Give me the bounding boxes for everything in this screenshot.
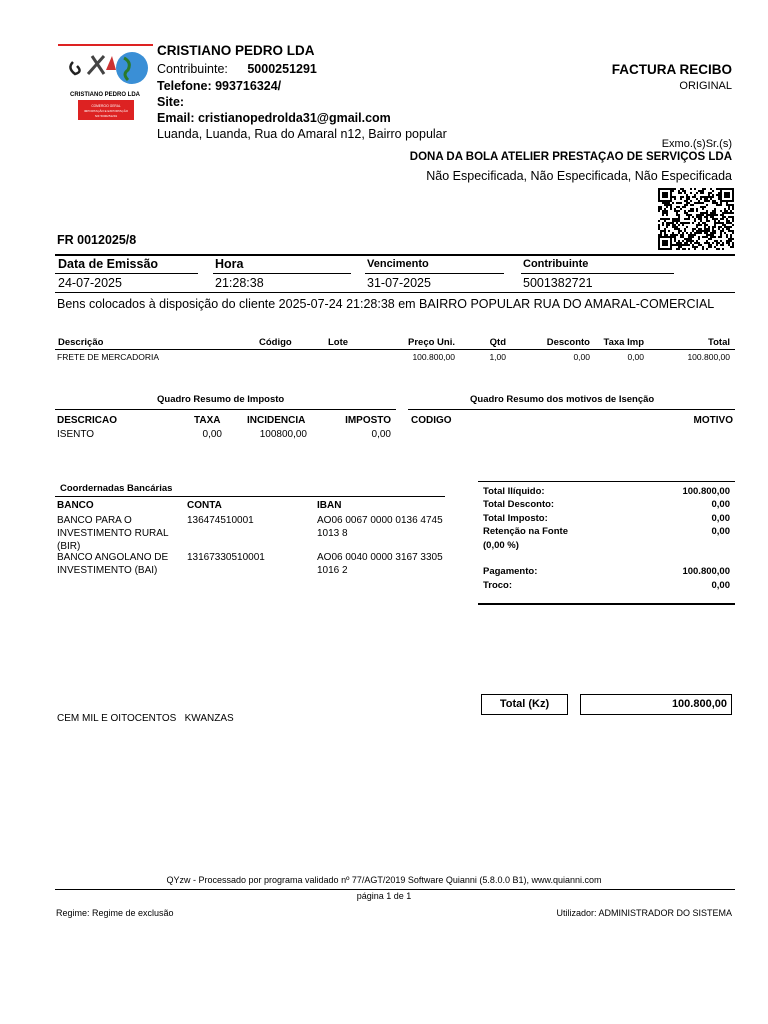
- company-taxid: 5000251291: [247, 62, 317, 76]
- software-notice: QYzw - Processado por programa validado nº 77/AGT/2019 Software Quianni (5.8.0.0 B1), www.quianni.com: [166, 875, 602, 885]
- bank-iban-line: 1013 8: [317, 528, 348, 539]
- tax-regime: Regime: Regime de exclusão: [56, 908, 174, 918]
- bank-name-line: INVESTIMENTO (BAI): [57, 565, 158, 576]
- exemption-col-code: CODIGO: [411, 415, 452, 426]
- bank-iban-line: 1016 2: [317, 565, 348, 576]
- footer-divider: [55, 889, 735, 890]
- item-unit-price: 100.800,00: [412, 352, 455, 362]
- col-total: Total: [708, 337, 730, 348]
- bank-account: 136474510001: [187, 515, 254, 526]
- bank-iban-line: AO06 0040 0000 3167 3305: [317, 552, 443, 563]
- grand-total-label: Total (Kz): [481, 694, 568, 715]
- bank-divider: [55, 496, 445, 497]
- tax-row-desc: ISENTO: [57, 429, 95, 440]
- bank-name-line: BANCO PARA O: [57, 515, 132, 526]
- company-address: Luanda, Luanda, Rua do Amaral n12, Bairro popular: [157, 127, 447, 141]
- qr-code: [658, 188, 734, 250]
- company-site: Site:: [157, 95, 185, 109]
- change: 0,00: [711, 580, 730, 591]
- company-taxid-label: Contribuinte:: [157, 62, 228, 76]
- delivery-note: Bens colocados à disposição do cliente 2025-07-24 21:28:38 em BAIRRO POPULAR RUA DO AMARAL-COMERCIAL: [57, 297, 715, 311]
- col-qty: Qtd: [489, 337, 506, 348]
- company-phone: Telefone: 993716324/: [157, 79, 282, 93]
- customer-name: DONA DA BOLA ATELIER PRESTAÇAO DE SERVIÇOS LDA: [409, 151, 732, 163]
- withholding-label: Retenção na Fonte: [483, 526, 568, 537]
- customer-salutation: Exmo.(s)Sr.(s): [661, 138, 732, 150]
- total-tax: 0,00: [711, 513, 730, 524]
- col-tax: Taxa Imp: [603, 337, 644, 348]
- item-qty: 1,00: [489, 352, 506, 362]
- total-discount-label: Total Desconto:: [483, 499, 555, 510]
- customer-taxid: 5001382721: [523, 276, 593, 290]
- withholding-rate: (0,00 %): [483, 540, 519, 551]
- item-tax: 0,00: [627, 352, 644, 362]
- hour-label: Hora: [215, 257, 244, 271]
- withholding: 0,00: [711, 526, 730, 537]
- payment-label: Pagamento:: [483, 566, 538, 577]
- tax-col-desc: DESCRICAO: [57, 415, 118, 426]
- customer-taxid-label: Contribuinte: [523, 258, 589, 270]
- document-copy: ORIGINAL: [679, 80, 732, 92]
- company-email: Email: cristianopedrolda31@gmail.com: [157, 111, 391, 125]
- tax-summary-divider: [55, 409, 396, 410]
- svg-text:NIF 5000251291: NIF 5000251291: [94, 114, 118, 118]
- tax-col-base: INCIDENCIA: [247, 415, 306, 426]
- tax-col-tax: IMPOSTO: [345, 415, 391, 426]
- bank-col-bank: BANCO: [57, 500, 94, 511]
- payment: 100.800,00: [682, 566, 730, 577]
- item-description: FRETE DE MERCADORIA: [57, 352, 160, 362]
- items-header-divider: [55, 349, 735, 350]
- hour-underline: [213, 273, 351, 274]
- issue-date: 24-07-2025: [58, 276, 122, 290]
- total-liquid: 100.800,00: [682, 486, 730, 497]
- totals-top-divider: [478, 481, 735, 482]
- tax-row-base: 100800,00: [259, 429, 307, 440]
- bank-col-iban: IBAN: [317, 500, 342, 511]
- page-number: página 1 de 1: [356, 891, 412, 901]
- company-name: CRISTIANO PEDRO LDA: [157, 43, 315, 58]
- change-label: Troco:: [483, 580, 513, 591]
- taxid-underline: [521, 273, 674, 274]
- col-code: Código: [259, 337, 292, 348]
- tax-row-tax: 0,00: [371, 429, 391, 440]
- tax-row-rate: 0,00: [202, 429, 222, 440]
- bank-iban-line: AO06 0067 0000 0136 4745: [317, 515, 443, 526]
- item-total: 100.800,00: [687, 352, 730, 362]
- company-logo: [58, 44, 153, 124]
- due-date-label: Vencimento: [367, 258, 429, 270]
- bank-name-line: INVESTIMENTO RURAL: [57, 528, 169, 539]
- col-unit-price: Preço Uni.: [408, 337, 455, 348]
- issue-date-label: Data de Emissão: [58, 257, 159, 271]
- svg-text:IMPORTAÇÃO E EXPORTAÇÃO: IMPORTAÇÃO E EXPORTAÇÃO: [83, 109, 129, 113]
- company-taxid-row: [157, 62, 317, 76]
- bank-name-line: BANCO ANGOLANO DE: [57, 552, 169, 563]
- exemption-title: Quadro Resumo dos motivos de Isenção: [470, 394, 655, 405]
- amount-in-words: CEM MIL E OITOCENTOS KWANZAS: [57, 713, 234, 724]
- col-description: Descrição: [58, 337, 104, 348]
- item-discount: 0,00: [573, 352, 590, 362]
- due-underline: [365, 273, 504, 274]
- date-underline: [55, 273, 198, 274]
- system-user: Utilizador: ADMINISTRADOR DO SISTEMA: [556, 908, 732, 918]
- bank-title: Coordernadas Bancárias: [60, 483, 173, 494]
- exemption-divider: [408, 409, 735, 410]
- total-liquid-label: Total Ilíquido:: [483, 486, 545, 497]
- document-title: FACTURA RECIBO: [611, 62, 732, 77]
- total-discount: 0,00: [711, 499, 730, 510]
- bank-account: 13167330510001: [187, 552, 265, 563]
- col-lot: Lote: [328, 337, 349, 348]
- meta-top-divider: [55, 254, 735, 256]
- totals-bottom-divider: [478, 603, 735, 605]
- grand-total: 100.800,00: [580, 694, 732, 715]
- svg-text:COMERCIO GERAL: COMERCIO GERAL: [91, 104, 121, 108]
- exemption-col-reason: MOTIVO: [693, 415, 733, 426]
- total-tax-label: Total Imposto:: [483, 513, 548, 524]
- tax-col-rate: TAXA: [194, 415, 221, 426]
- document-number: FR 0012025/8: [57, 233, 137, 247]
- bank-col-account: CONTA: [187, 500, 222, 511]
- customer-address: Não Especificada, Não Especificada, Não Especificada: [426, 169, 732, 183]
- svg-text:CRISTIANO PEDRO LDA: CRISTIANO PEDRO LDA: [69, 92, 141, 98]
- due-date: 31-07-2025: [367, 276, 431, 290]
- hour: 21:28:38: [215, 276, 264, 290]
- meta-bottom-divider: [55, 292, 735, 293]
- col-discount: Desconto: [546, 337, 590, 348]
- tax-summary-title: Quadro Resumo de Imposto: [157, 394, 285, 405]
- bank-name-line: (BIR): [57, 541, 81, 552]
